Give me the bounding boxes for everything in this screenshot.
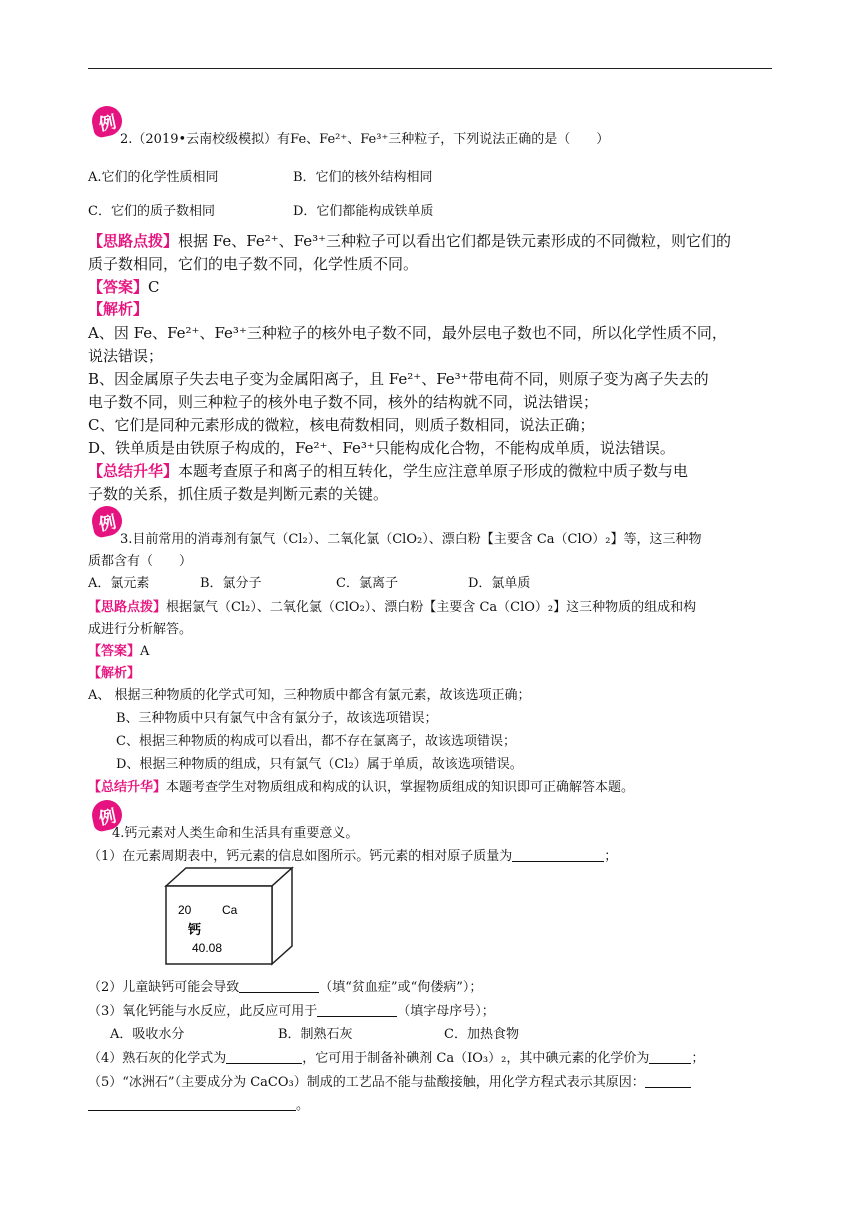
q2-exp-4: 电子数不同，则三种粒子的核外电子数不同，核外的结构就不同，说法错误；: [88, 393, 599, 411]
q2-exp-3: B、因金属原子失去电子变为金属阳离子，且 Fe²⁺、Fe³⁺带电荷不同，则原子变为离子失去的: [88, 370, 709, 388]
q2-option-c: C．它们的质子数相同: [88, 204, 215, 219]
q2-exp-1: A、因 Fe、Fe²⁺、Fe³⁺三种粒子的核外电子数不同，最外层电子数也不同，所以化学性质不同，: [88, 324, 727, 342]
answer-blank[interactable]: [649, 1049, 691, 1064]
q2-exp-6: D、铁单质是由铁原子构成的，Fe²⁺、Fe³⁺只能构成化合物，不能构成单质，说法错误。: [88, 439, 675, 457]
hint-tag: 【思路点拨】: [88, 232, 179, 250]
q4-part-1: （1）在元素周期表中，钙元素的信息如图所示。钙元素的相对原子质量为 ；: [88, 849, 618, 864]
q2-hint-line-1: 【思路点拨】根据 Fe、Fe²⁺、Fe³⁺三种粒子可以看出它们都是铁元素形成的不同微粒，则它们的: [88, 232, 732, 250]
cell-mass: 40.08: [192, 941, 223, 955]
q2-stem: 2.（2019•云南校级模拟）有Fe、Fe²⁺、Fe³⁺三种粒子，下列说法正确的是（ ）: [120, 132, 610, 147]
q4-option-c: C．加热食物: [444, 1027, 519, 1042]
answer-blank[interactable]: [317, 1002, 397, 1017]
q4-part-2: （2）儿童缺钙可能会导致 （填“贫血症”或“佝偻病”）；: [88, 980, 483, 995]
q3-exp-3: C、根据三种物质的构成可以看出，都不存在氯离子，故该选项错误；: [116, 734, 516, 749]
q2-summary-1: 【总结升华】本题考查原子和离子的相互转化，学生应注意单原子形成的微粒中质子数与电: [88, 462, 689, 480]
q2-hint-line-2: 质子数相同，它们的电子数不同，化学性质不同。: [88, 255, 419, 273]
answer-blank[interactable]: [88, 1096, 296, 1111]
cell-atomic-number: 20: [178, 903, 192, 917]
q2-option-b: B．它们的核外结构相同: [293, 170, 433, 185]
q4-part-3: （3）氧化钙能与水反应，此反应可用于 （填字母序号）；: [88, 1004, 495, 1019]
answer-blank[interactable]: [226, 1049, 302, 1064]
q3-option-c: C．氯离子: [336, 576, 398, 591]
q2-option-a: A.它们的化学性质相同: [88, 170, 219, 185]
q3-answer: 【答案】A: [88, 644, 150, 659]
cell-name: 钙: [188, 923, 202, 938]
example-badge-icon: 例: [89, 797, 125, 833]
q2-answer: 【答案】C: [88, 278, 160, 296]
cell-symbol: Ca: [222, 903, 238, 917]
answer-blank[interactable]: [512, 847, 604, 862]
q3-summary: 【总结升华】本题考查学生对物质组成和构成的认识，掌握物质组成的知识即可正确解答本题。: [88, 780, 635, 795]
periodic-cell-cube: [158, 862, 298, 970]
q3-hint-2: 成进行分析解答。: [88, 622, 193, 637]
answer-blank[interactable]: [239, 978, 319, 993]
example-badge-icon: 例: [89, 103, 125, 139]
q3-exp-4: D、根据三种物质的组成，只有氯气（Cl₂）属于单质，故该选项错误。: [116, 757, 523, 772]
q3-hint-1: 【思路点拨】根据氯气（Cl₂）、二氧化氯（ClO₂）、漂白粉【主要含 Ca（ClO）₂】这三种物质的组成和构: [88, 600, 697, 615]
q4-stem: 4.钙元素对人类生命和生活具有重要意义。: [112, 826, 359, 841]
q3-stem-2: 质都含有（ ）: [88, 554, 193, 569]
q3-exp-1: A、 根据三种物质的化学式可知，三种物质中都含有氯元素，故该选项正确；: [88, 688, 531, 703]
q3-stem-1: 3.目前常用的消毒剂有氯气（Cl₂）、二氧化氯（ClO₂）、漂白粉【主要含 Ca（ClO）₂】等，这三种物: [120, 532, 702, 547]
q2-exp-5: C、它们是同种元素形成的微粒，核电荷数相同，则质子数相同，说法正确；: [88, 416, 595, 434]
q3-option-d: D．氯单质: [468, 576, 531, 591]
answer-blank[interactable]: [645, 1073, 691, 1088]
q2-explanation-tag: 【解析】: [88, 300, 149, 318]
q4-part-5: （5）“冰洲石”（主要成分为 CaCO₃）制成的工艺品不能与盐酸接触，用化学方程式表示其原因：: [88, 1071, 691, 1090]
q4-part-4: （4）熟石灰的化学式为 ，它可用于制备补碘剂 Ca（IO₃）₂，其中碘元素的化学价为 ；: [88, 1051, 705, 1066]
example-badge-icon: 例: [89, 503, 125, 539]
q2-summary-2: 子数的关系，抓住质子数是判断元素的关键。: [88, 485, 389, 503]
q3-explanation-tag: 【解析】: [88, 666, 141, 681]
q4-part-5-cont: 。: [88, 1094, 309, 1113]
q3-option-b: B．氯分子: [200, 576, 262, 591]
header-rule: [88, 68, 772, 69]
q4-option-b: B．制熟石灰: [278, 1027, 353, 1042]
q2-option-d: D．它们都能构成铁单质: [293, 204, 434, 219]
q3-option-a: A．氯元素: [88, 576, 150, 591]
q3-exp-2: B、三种物质中只有氯气中含有氯分子，故该选项错误；: [116, 711, 438, 726]
q4-option-a: A．吸收水分: [110, 1027, 185, 1042]
q2-exp-2: 说法错误；: [88, 347, 164, 365]
